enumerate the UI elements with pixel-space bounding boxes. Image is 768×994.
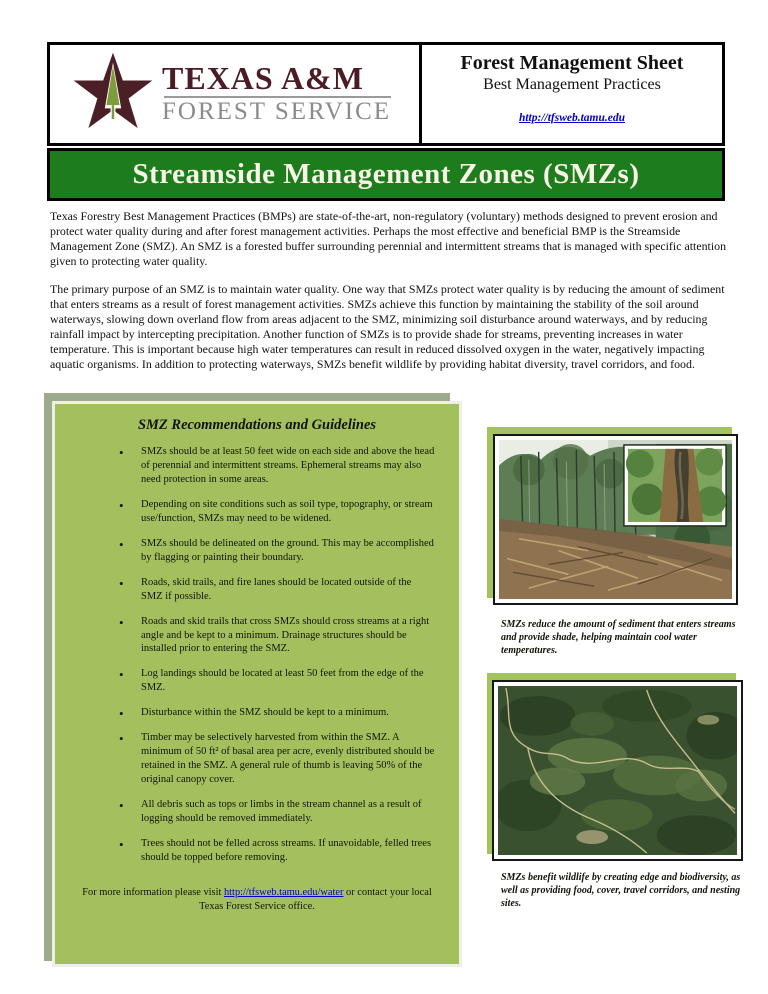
intro-paragraph-2: The primary purpose of an SMZ is to maintain water quality. One way that SMZs protect water quality is by reducing the amount of sediment that enters streams as a result of forest management activities. SMZs achieve this function by maintaining the stability of the soil around waterways, slowing down overland flow from areas adjacent to the SMZ, minimizing soil disturbance around waterways, and by reducing rainfall impact by intercepting precipitation. Another function of SMZs is to provide shade for streams, preventing increases in water temperature. This is important because high water temperatures can result in reduced dissolved oxygen in the water, negatively impacting aquatic organisms. In addition to protecting waterways, SMZs benefit wildlife by providing habitat diversity, travel corridors, and food. [50,282,725,371]
smz-forest-photo [499,440,732,599]
figure-1 [487,427,749,667]
figure-1-photo-frame [493,434,738,605]
logo-wordmark [162,62,391,125]
intro-paragraph-1: Texas Forestry Best Management Practices (BMPs) are state-of-the-art, non-regulatory (voluntary) methods designed to prevent erosion and protect water quality during and after forest management activities. Perhaps the most effective and beneficial BMP is the Streamside Management Zone (SMZ). An SMZ is a forested buffer surrounding perennial and intermittent streams that is managed with specific attention given to protecting water quality. [50,209,727,268]
guideline-item: • All debris such as tops or limbs in the stream channel as a result of logging should be removed immediately. [117,798,435,826]
header-box [47,42,725,146]
stream-inset-photo [624,445,726,526]
guideline-item: • Trees should not be felled across streams. If unavoidable, felled trees should be topped before removing. [117,837,435,865]
guideline-item: • Timber may be selectively harvested from within the SMZ. A minimum of 50 ft² of basal area per acre, evenly distributed should be retained in the SMZ. A general rule of thumb is leaving 50% of the original canopy cover. [117,731,435,787]
header-right-panel [422,45,722,143]
guideline-item: • Roads, skid trails, and fire lanes should be located outside of the SMZ if possible. [117,576,435,604]
figure-2 [487,673,749,933]
header-link[interactable]: http://tfsweb.tamu.edu [518,112,626,125]
page-title: Streamside Management Zones (SMZs) [132,158,640,190]
aerial-forest-photo [498,686,737,855]
tamu-forest-service-logo [50,45,422,143]
guideline-item: • Roads and skid trails that cross SMZs should cross streams at a right angle and be kept to a minimum. Drainage structures should be installed prior to entering the SMZ. [117,615,435,657]
texas-star-tree-icon [72,51,154,137]
figure-1-caption: SMZs reduce the amount of sediment that enters streams and provide shade, helping maintain cool water temperatures. [501,619,736,657]
guideline-item: • SMZs should be at least 50 feet wide on each side and above the head of perennial and intermittent streams. Ephemeral streams may also need protection in some areas. [117,445,435,487]
guideline-item: • Log landings should be located at least 50 feet from the edge of the SMZ. [117,667,435,695]
footer-text-suffix: or contact your local Texas Forest Service office. [199,886,432,912]
logo-line2: FOREST SERVICE [162,98,392,126]
footer-link[interactable]: http://tfsweb.tamu.edu/water [223,886,344,898]
guidelines-title: SMZ Recommendations and Guidelines [137,417,377,433]
figure-2-photo-frame [492,680,743,861]
sheet-title: Forest Management Sheet [460,52,684,74]
footer-text-prefix: For more information please visit [82,886,224,898]
guideline-item: • SMZs should be delineated on the ground. This may be accomplished by flagging or painting their boundary. [117,537,435,565]
sheet-subtitle: Best Management Practices [483,76,661,93]
guidelines-box [52,401,462,967]
guideline-item: • Disturbance within the SMZ should be kept to a minimum. [117,706,435,720]
logo-line1: TEXAS A&M [162,60,364,97]
guidelines-list [55,445,459,865]
intro-section [50,209,732,385]
guidelines-footer [71,886,443,914]
guideline-item: • Depending on site conditions such as soil type, topography, or stream use/function, SMZs may need to be widened. [117,498,435,526]
figure-2-caption: SMZs benefit wildlife by creating edge and biodiversity, as well as providing food, cover, travel corridors, and nesting sites. [501,872,741,910]
title-banner [47,148,725,201]
